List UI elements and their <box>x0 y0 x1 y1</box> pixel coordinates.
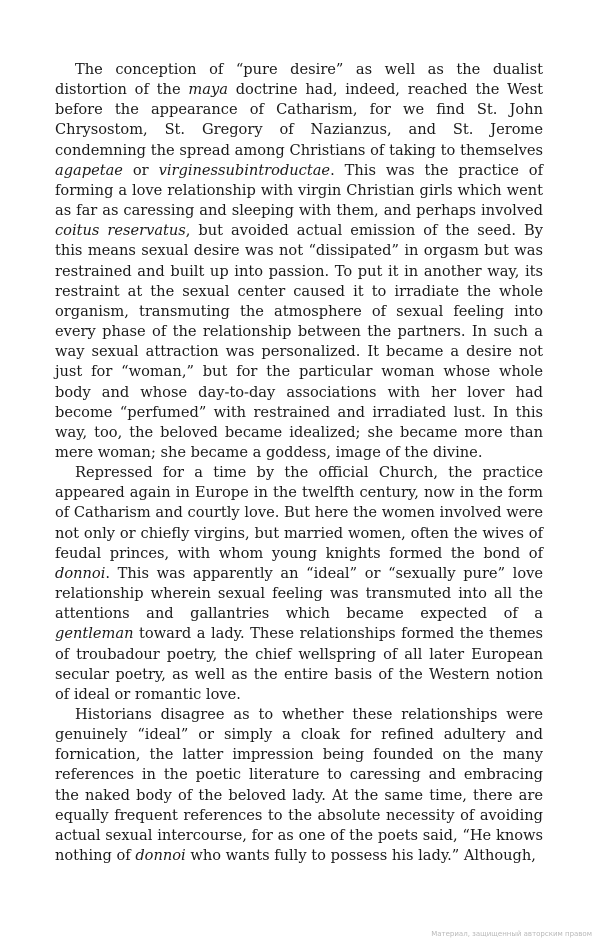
paragraph-3 <box>55 705 543 866</box>
italic-term: agapetae <box>55 161 123 179</box>
text-run: toward a lady. These relationships formed the themes of troubadour poetry, the chief wellspring of all later European secular poetry, as well as the entire basis of the Western notion of ideal or romantic love. <box>55 625 543 703</box>
text-run: Historians disagree as to whether these relationships were genuinely “ideal” or simply a cloak for refined adultery and fornication, the latter impression being founded on the many references in the poetic literature to caressing and embracing the naked body of the beloved lady. At the same time, there are equally frequent references to the absolute necessity of avoiding actual sexual intercourse, for as one of the poets said, “He knows nothing of <box>55 706 543 865</box>
text-run: . This was apparently an “ideal” or “sexually pure” love relationship wherein sexual feeling was transmuted into all the attentions and gallantries which became expected of a <box>55 564 543 623</box>
text-run: doctrine had, indeed, reached the West before the appearance of Catharism, for we find St. John Chrysostom, St. Gregory of Nazianzus, and St. Jerome condemning the spread among Christians of taking to themselves <box>55 81 543 159</box>
italic-term: virginessubintroductae <box>158 161 331 179</box>
text-run: or <box>122 161 159 179</box>
copyright-watermark: Материал, защищенный авторским правом <box>431 930 592 938</box>
text-run: The conception of “pure desire” as well as the dualist distortion of the <box>55 61 543 99</box>
italic-term: donnoi <box>55 564 106 582</box>
text-run: Repressed for a time by the official Church, the practice appeared again in Europe in the twelfth century, now in the form of Catharism and courtly love. But here the women involved were not only or chiefly virgins, but married women, often the wives of feudal princes, with whom young knights formed the bond of <box>55 464 543 562</box>
italic-term: donnoi <box>135 847 186 865</box>
italic-term: maya <box>188 81 228 99</box>
text-run: , but avoided actual emission of the seed. By this means sexual desire was not “dissipated” in orgasm but was restrained and built up into passion. To put it in another way, its restraint at the sexual center caused it to irradiate the whole organism, transmuting the atmosphere of sexual feeling into every phase of the relationship between the partners. In such a way sexual attraction was personalized. It became a desire not just for “woman,” but for the particular woman whose whole body and whose day-to-day associations with her lover had become “perfumed” with restrained and irradiated lust. In this way, too, the beloved became idealized; she became more than mere woman; she became a goddess, image of the divine. <box>55 222 543 461</box>
italic-term: gentleman <box>55 625 134 643</box>
text-run: who wants fully to possess his lady.” Although, <box>185 847 536 865</box>
paragraph-1 <box>55 60 543 463</box>
page-body <box>55 60 543 866</box>
text-run: . This was the practice of forming a love relationship with virgin Christian girls which went as far as caressing and sleeping with them, and perhaps involved <box>55 161 543 220</box>
italic-term: coitus reservatus <box>55 222 186 240</box>
paragraph-2 <box>55 463 543 705</box>
